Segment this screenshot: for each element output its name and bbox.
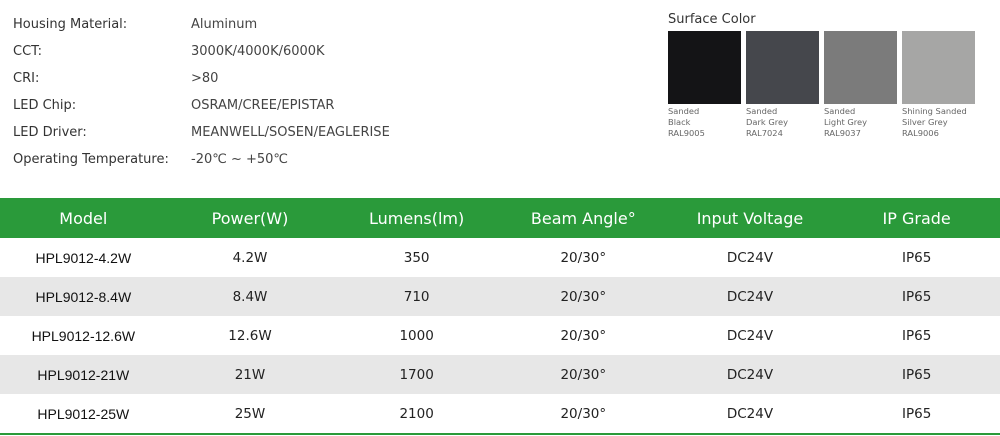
swatch-finish: Sanded bbox=[668, 106, 700, 116]
spec-label: LED Chip: bbox=[13, 98, 77, 113]
spec-label: LED Driver: bbox=[13, 125, 87, 140]
cell-input-voltage: DC24V bbox=[667, 355, 834, 394]
swatch-finish: Shining Sanded bbox=[902, 106, 967, 116]
spec-label: CRI: bbox=[13, 71, 40, 86]
cell-input-voltage: DC24V bbox=[667, 394, 834, 434]
swatch-finish: Sanded bbox=[746, 106, 778, 116]
swatch-caption bbox=[824, 106, 897, 139]
color-swatch bbox=[824, 31, 897, 104]
cell-power: 4.2W bbox=[232, 249, 268, 266]
swatch-color-name: Light Grey bbox=[824, 117, 868, 127]
swatch-ral-code: RAL9037 bbox=[824, 128, 861, 138]
swatch-ral-code: RAL9006 bbox=[902, 128, 939, 138]
swatch-card-black bbox=[668, 31, 741, 139]
swatch-color-name: Silver Grey bbox=[902, 117, 948, 127]
swatch-color-name: Dark Grey bbox=[746, 117, 788, 127]
swatch-ral-code: RAL9005 bbox=[668, 128, 705, 138]
cell-lumens: 1700 bbox=[333, 355, 500, 394]
header-lumens: Lumens(lm) bbox=[333, 198, 500, 238]
cell-beam-angle: 20/30° bbox=[500, 355, 667, 394]
cell-lumens: 1000 bbox=[399, 327, 434, 344]
cell-lumens: 2100 bbox=[333, 394, 500, 434]
spec-label: Operating Temperature: bbox=[13, 152, 169, 167]
spec-value: -20℃ ~ +50℃ bbox=[191, 152, 289, 167]
swatch-finish: Sanded bbox=[824, 106, 856, 116]
cell-beam-angle: 20/30° bbox=[560, 249, 607, 266]
header-ip-grade: IP Grade bbox=[833, 198, 1000, 238]
cell-lumens: 710 bbox=[333, 277, 500, 316]
swatch-caption bbox=[902, 106, 975, 139]
cell-model: HPL9012-12.6W bbox=[31, 327, 136, 344]
cell-model: HPL9012-4.2W bbox=[35, 249, 132, 266]
cell-beam-angle: 20/30° bbox=[500, 394, 667, 434]
cell-ip-grade: IP65 bbox=[901, 249, 932, 266]
cell-input-voltage: DC24V bbox=[726, 327, 774, 344]
swatch-caption bbox=[668, 106, 741, 139]
spec-value: >80 bbox=[191, 71, 219, 86]
cell-model: HPL9012-8.4W bbox=[0, 277, 167, 316]
swatch-ral-code: RAL7024 bbox=[746, 128, 783, 138]
header-model: Model bbox=[0, 198, 167, 238]
cell-input-voltage: DC24V bbox=[667, 277, 834, 316]
header-beam-angle: Beam Angle° bbox=[500, 198, 667, 238]
color-swatch bbox=[668, 31, 741, 104]
cell-ip-grade: IP65 bbox=[833, 355, 1000, 394]
table-row bbox=[0, 394, 1000, 434]
spec-value: OSRAM/CREE/EPISTAR bbox=[191, 98, 335, 113]
cell-ip-grade: IP65 bbox=[833, 394, 1000, 434]
swatch-card-silver-grey bbox=[902, 31, 975, 139]
table-row bbox=[0, 316, 1000, 355]
color-swatch bbox=[746, 31, 819, 104]
cell-model: HPL9012-25W bbox=[0, 394, 167, 434]
cell-power: 21W bbox=[167, 355, 334, 394]
table-row bbox=[0, 277, 1000, 316]
color-swatch bbox=[902, 31, 975, 104]
header-power: Power(W) bbox=[167, 198, 334, 238]
surface-color-title: Surface Color bbox=[668, 12, 756, 27]
cell-ip-grade: IP65 bbox=[833, 277, 1000, 316]
swatch-list bbox=[668, 31, 975, 139]
spec-label: CCT: bbox=[13, 44, 43, 59]
header-input-voltage: Input Voltage bbox=[667, 198, 834, 238]
cell-power: 12.6W bbox=[228, 327, 272, 344]
cell-beam-angle: 20/30° bbox=[560, 327, 607, 344]
swatch-card-dark-grey bbox=[746, 31, 819, 139]
cell-model: HPL9012-21W bbox=[0, 355, 167, 394]
cell-power: 8.4W bbox=[167, 277, 334, 316]
table-header-row bbox=[0, 198, 1000, 238]
spec-value: Aluminum bbox=[191, 17, 258, 32]
table-row bbox=[0, 355, 1000, 394]
model-table bbox=[0, 198, 1000, 435]
cell-lumens: 350 bbox=[403, 249, 430, 266]
swatch-card-light-grey bbox=[824, 31, 897, 139]
cell-input-voltage: DC24V bbox=[726, 249, 774, 266]
spec-value: 3000K/4000K/6000K bbox=[191, 44, 325, 59]
swatch-color-name: Black bbox=[668, 117, 691, 127]
cell-beam-angle: 20/30° bbox=[500, 277, 667, 316]
cell-ip-grade: IP65 bbox=[901, 327, 932, 344]
spec-value: MEANWELL/SOSEN/EAGLERISE bbox=[191, 125, 390, 140]
surface-color-panel bbox=[668, 12, 975, 139]
spec-label: Housing Material: bbox=[13, 17, 128, 32]
cell-power: 25W bbox=[167, 394, 334, 434]
table-row bbox=[0, 238, 1000, 277]
swatch-caption bbox=[746, 106, 819, 139]
